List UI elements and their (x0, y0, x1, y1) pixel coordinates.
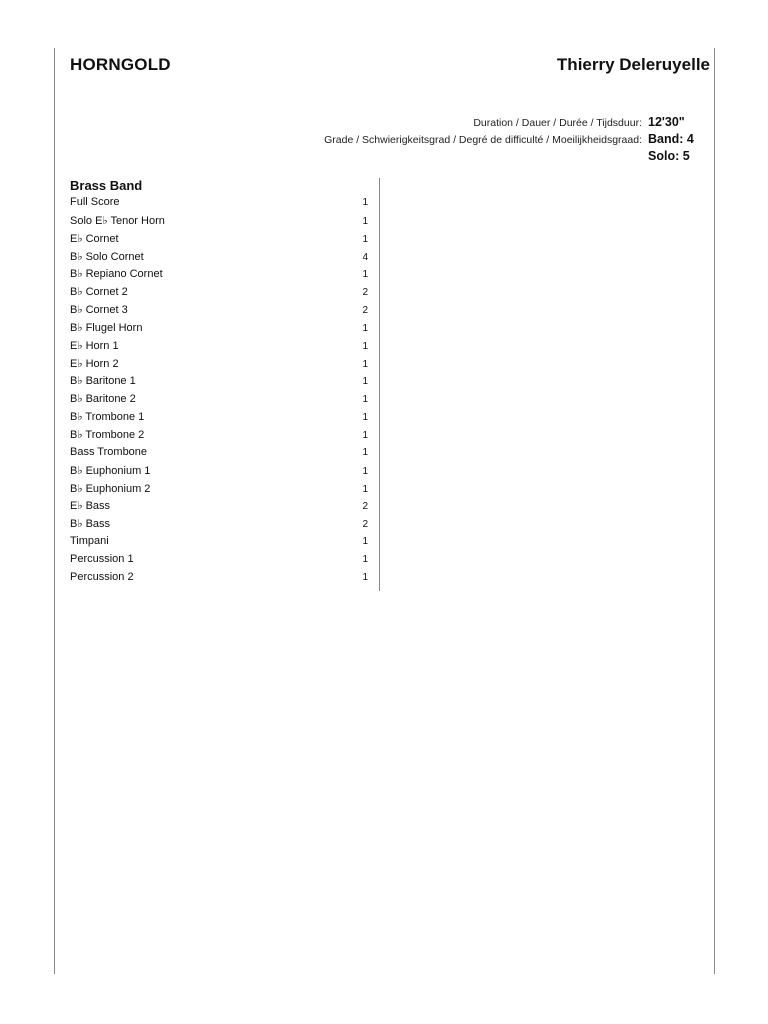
part-row (70, 446, 368, 464)
part-row (70, 517, 368, 535)
part-row (70, 250, 368, 268)
part-quantity: 1 (362, 536, 368, 548)
part-quantity: 1 (362, 197, 368, 208)
duration-row (324, 115, 692, 132)
part-quantity: 1 (362, 233, 368, 245)
part-name: B♭ Bass (70, 518, 111, 531)
part-quantity: 1 (362, 269, 368, 281)
part-quantity: 1 (362, 446, 368, 458)
part-name: Percussion 2 (70, 570, 134, 583)
part-row (70, 535, 368, 553)
work-metadata (324, 115, 692, 166)
part-quantity: 1 (362, 215, 368, 227)
part-row (70, 410, 368, 428)
part-name: B♭ Euphonium 1 (70, 464, 151, 477)
part-name: Solo E♭ Tenor Horn (70, 214, 165, 227)
part-row (70, 374, 368, 392)
part-quantity: 4 (362, 251, 368, 263)
grade-row (324, 132, 692, 149)
part-quantity: 1 (362, 340, 368, 352)
part-quantity: 2 (362, 519, 368, 531)
part-name: Bass Trombone (70, 445, 148, 458)
part-row (70, 303, 368, 321)
part-name: B♭ Baritone 1 (70, 375, 136, 388)
part-row (70, 428, 368, 446)
column-divider (379, 178, 380, 591)
parts-list (70, 196, 368, 589)
part-quantity: 1 (362, 358, 368, 370)
grade-solo-row (324, 149, 692, 166)
part-quantity: 2 (362, 305, 368, 317)
part-name: B♭ Baritone 2 (70, 393, 136, 406)
part-row (70, 553, 368, 571)
part-row (70, 214, 368, 232)
duration-label: Duration / Dauer / Durée / Tijdsduur: (473, 117, 642, 129)
part-name: B♭ Cornet 2 (70, 286, 128, 299)
composer-name: Thierry Deleruyelle (556, 55, 710, 74)
part-row (70, 232, 368, 250)
part-quantity: 1 (362, 483, 368, 495)
part-row (70, 482, 368, 500)
part-row (70, 571, 368, 589)
part-row (70, 499, 368, 517)
part-name: E♭ Cornet (70, 232, 119, 245)
part-quantity: 1 (362, 553, 368, 565)
part-name: B♭ Cornet 3 (70, 304, 128, 317)
part-name: E♭ Bass (70, 500, 111, 513)
part-quantity: 1 (362, 571, 368, 583)
part-quantity: 1 (362, 465, 368, 477)
part-quantity: 1 (362, 322, 368, 334)
part-row (70, 392, 368, 410)
grade-label: Grade / Schwierigkeitsgrad / Degré de difficulté / Moeilijkheidsgraad: (324, 134, 642, 146)
part-name: B♭ Flugel Horn (70, 321, 143, 334)
part-name: Full Score (70, 196, 120, 208)
part-name: Timpani (70, 535, 109, 548)
part-row (70, 339, 368, 357)
part-quantity: 1 (362, 394, 368, 406)
part-name: E♭ Horn 2 (70, 357, 119, 370)
part-quantity: 1 (362, 429, 368, 441)
right-margin-rule (714, 48, 715, 974)
part-row (70, 464, 368, 482)
part-name: B♭ Euphonium 2 (70, 482, 151, 495)
part-name: B♭ Trombone 1 (70, 411, 145, 424)
part-quantity: 2 (362, 287, 368, 299)
part-row (70, 321, 368, 339)
part-name: B♭ Solo Cornet (70, 250, 144, 263)
work-title: HORNGOLD (70, 55, 171, 74)
part-quantity: 2 (362, 501, 368, 513)
part-row (70, 267, 368, 285)
grade-solo-value: Solo: 5 (648, 149, 690, 163)
section-title: Brass Band (70, 178, 143, 193)
duration-value: 12'30" (648, 115, 685, 129)
part-name: E♭ Horn 1 (70, 339, 119, 352)
grade-band-value: Band: 4 (648, 132, 694, 146)
part-name: B♭ Repiano Cornet (70, 268, 163, 281)
part-row (70, 196, 368, 214)
part-row (70, 357, 368, 375)
part-quantity: 1 (362, 412, 368, 424)
part-row (70, 285, 368, 303)
left-margin-rule (54, 48, 55, 974)
part-name: B♭ Trombone 2 (70, 428, 145, 441)
part-name: Percussion 1 (70, 552, 134, 565)
part-quantity: 1 (362, 376, 368, 388)
